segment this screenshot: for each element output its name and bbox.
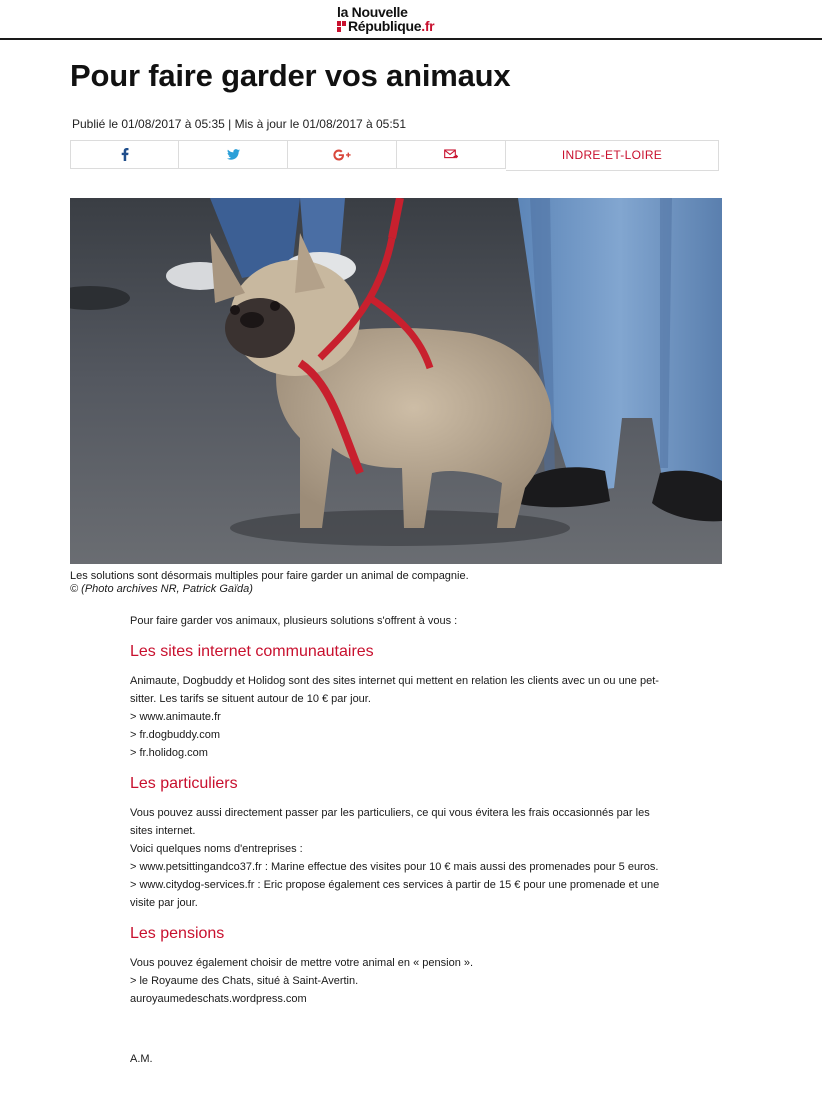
facebook-icon [121, 148, 129, 161]
link-animaute[interactable]: > www.animaute.fr [130, 711, 221, 723]
share-email-button[interactable] [397, 140, 506, 169]
article-body [130, 612, 670, 1068]
share-bar [70, 140, 722, 171]
link-holidog[interactable]: > fr.holidog.com [130, 747, 208, 759]
paragraph: > www.petsittingandco37.fr : Marine effectue des visites pour 10 € mais aussi des promenades pour 5 euros. [130, 861, 659, 873]
paragraph: > www.citydog-services.fr : Eric propose également ces services à partir de 15 € pour une promenade et une visite par jour. [130, 879, 660, 909]
section-heading-particuliers: Les particuliers [130, 775, 238, 792]
google-plus-icon [333, 149, 351, 161]
logo-line1: la Nouvelle [337, 4, 408, 20]
share-facebook-button[interactable] [70, 140, 179, 169]
site-logo[interactable] [337, 5, 467, 37]
share-twitter-button[interactable] [179, 140, 288, 169]
paragraph: Vous pouvez également choisir de mettre votre animal en « pension ». [130, 957, 474, 969]
paragraph: > le Royaume des Chats, situé à Saint-Avertin. [130, 975, 359, 987]
photo-credit: © (Photo archives NR, Patrick Gaïda) [70, 583, 253, 595]
site-header [0, 0, 822, 40]
link-dogbuddy[interactable]: > fr.dogbuddy.com [130, 729, 220, 741]
photo-caption [70, 570, 469, 596]
caption-text: Les solutions sont désormais multiples pour faire garder un animal de compagnie. [70, 570, 469, 582]
paragraph: Vous pouvez aussi directement passer par les particuliers, ce qui vous évitera les frais occasionnés par les sites internet. [130, 807, 650, 837]
intro-paragraph: Pour faire garder vos animaux, plusieurs solutions s'offrent à vous : [130, 615, 458, 627]
paragraph: Voici quelques noms d'entreprises : [130, 843, 303, 855]
region-tag-button[interactable]: INDRE-ET-LOIRE [506, 140, 719, 171]
article-title: Pour faire garder vos animaux [70, 58, 511, 93]
paragraph: Animaute, Dogbuddy et Holidog sont des sites internet qui mettent en relation les clients avec un ou une pet-sitter. Les tarifs se situent autour de 10 € par jour. [130, 675, 659, 705]
logo-mark-icon [337, 21, 346, 32]
section-heading-pensions: Les pensions [130, 925, 225, 942]
logo-name: République [348, 18, 422, 34]
paragraph: auroyaumedeschats.wordpress.com [130, 993, 307, 1005]
email-icon [444, 149, 458, 160]
section-heading-sites: Les sites internet communautaires [130, 643, 374, 660]
share-google-plus-button[interactable] [288, 140, 397, 169]
article-dates: Publié le 01/08/2017 à 05:35 | Mis à jour le 01/08/2017 à 05:51 [72, 117, 407, 131]
logo-suffix: .fr [421, 18, 435, 34]
article-photo [70, 198, 722, 564]
article-signature: A.M. [130, 1053, 153, 1065]
twitter-icon [227, 149, 240, 160]
logo-line2 [337, 19, 467, 33]
